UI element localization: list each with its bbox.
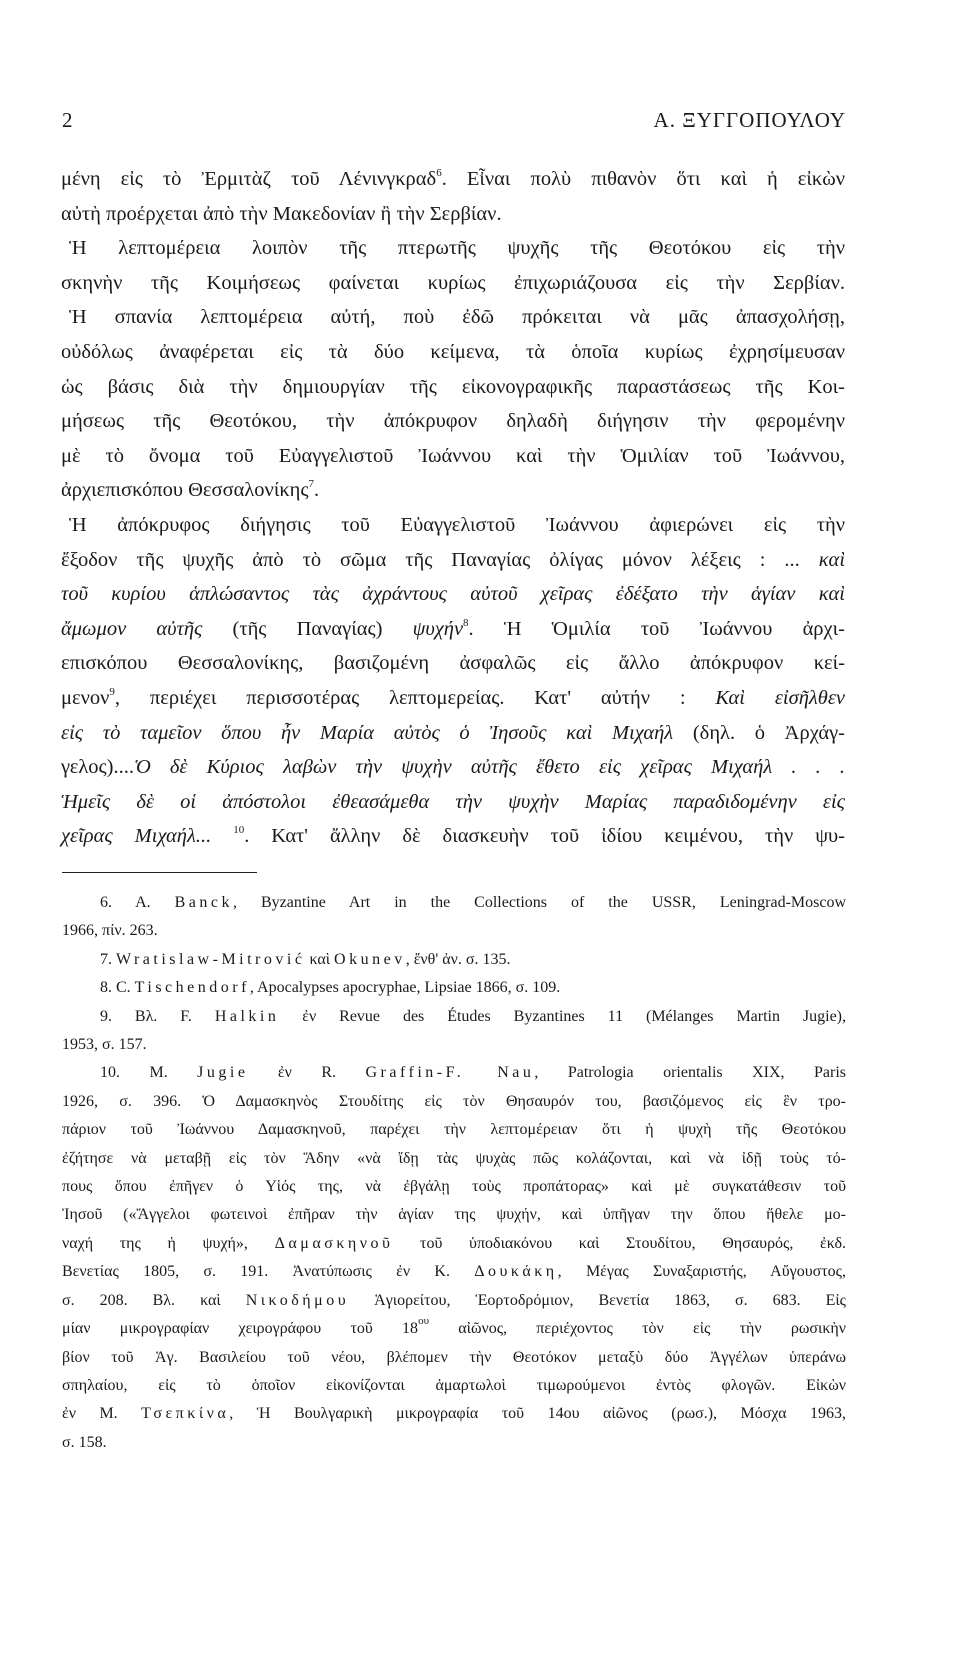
text-line: ἄμωμον αὐτῆς (τῆς Παναγίας) ψυχήν$^8$. Ἡ Ὁμιλία τοῦ Ἰωάννου ἀρχι- <box>61 616 845 640</box>
page-number: 2 <box>62 108 73 132</box>
footnote-ref: 10 <box>233 824 245 837</box>
footnote-line: Ἰησοῦ («Ἄγγελοι φωτεινοὶ ἐπῆραν τὴν ἁγίαν της ψυχήν, καὶ ὑπῆγαν την ὅπου ἤθελε μο- <box>62 1206 846 1224</box>
footnote-ref: 9 <box>109 685 115 698</box>
footnote-ref: 7 <box>308 478 315 491</box>
footnote-line: πους ὅπου ἐπῆγεν ὁ Υἱός της, νὰ ἐβγάλῃ τοὺς προπάτορας» καὶ μὲ συγκατάθεσιν τοῦ <box>62 1178 846 1196</box>
text-line: ἀρχιεπισκόπου Θεσσαλονίκης$^7$. <box>61 478 320 502</box>
text-line: ἔξοδον τῆς ψυχῆς ἀπὸ τὸ σῶμα τῆς Παναγίας ὀλίγας μόνον λέξεις : ... καὶ <box>61 548 846 571</box>
footnote-ref: 8 <box>463 616 469 629</box>
footnote-line: μίαν μικρογραφίαν χειρογράφου τοῦ $18^{o\upsilon}$ αἰῶνος, περιέχοντος τὸν εἰς τὴν ρωσικὴν <box>62 1315 846 1338</box>
footnote-line: σ. 158. <box>62 1433 107 1451</box>
text-line: χεῖρας Μιχαήλ... $^{10}$. Κατ' ἄλλην δὲ διασκευὴν τοῦ ἰδίου κειμένου, τὴν ψυ- <box>61 824 845 848</box>
footnotes <box>62 889 846 1457</box>
text-line: τοῦ κυρίου ἁπλώσαντος τὰς ἀχράντους αὐτοῦ χεῖρας ἐδέξατο τὴν ἁγίαν καὶ <box>61 583 845 606</box>
footnote-line: 1953, σ. 157. <box>62 1036 147 1054</box>
footnote-line: 1966, πίν. 263. <box>62 922 158 940</box>
text-line: Ἡ ἀπόκρυφος διήγησις τοῦ Εὐαγγελιστοῦ Ἰωάννου ἀφιερώνει εἰς τὴν <box>69 513 845 536</box>
footnote-line: σπηλαίου, εἰς τὸ ὁποῖον εἰκονίζονται ἁμαρτωλοὶ τιμωρούμενοι ἐντὸς φλογῶν. Εἰκὼν <box>62 1376 846 1394</box>
footnote-line: ναχή της ἡ ψυχή», Δαμασκηνοῦ τοῦ ὑποδιακόνου καὶ Στουδίτου, Θησαυρός, ἐκδ. <box>62 1234 847 1252</box>
footnote-9: 9. Βλ. F. Halkin ἐν Revue des Études Byzantines 11 (Mélanges Martin Jugie), <box>100 1007 847 1025</box>
footnote-6: 6. Α. Banck, Byzantine Art in the Collections of the USSR, Leningrad-Moscow <box>100 894 847 911</box>
text-line: επισκόπου Θεσσαλονίκης, βασιζομένη ἀσφαλῶς εἰς ἄλλο ἀπόκρυφον κεί- <box>61 652 845 675</box>
footnote-line: Βενετίας 1805, σ. 191. Ἀνατύπωσις ἐν Κ. Δουκάκη, Μέγας Συναξαριστής, Αὔγουστος, <box>62 1263 847 1281</box>
text-line: μένη εἰς τὸ Ἐρμιτὰζ τοῦ Λένινγκραδ$^6$. Εἶναι πολὺ πιθανὸν ὅτι καὶ ἡ εἰκὼν <box>61 167 845 190</box>
page-header <box>0 108 960 138</box>
text-line: μενον$^9$, περιέχει περισσοτέρας λεπτομερείας. Κατ' αὐτήν : Καὶ εἰσῆλθεν <box>61 685 845 709</box>
text-line: αὐτὴ προέρχεται ἀπὸ τὴν Μακεδονίαν ἢ τὴν Σερβίαν. <box>61 202 502 225</box>
footnote-line: ἐν Μ. Τσεπκίνα, Ἡ Βουλγαρικὴ μικρογραφία τοῦ 14ου αἰῶνος (ρωσ.), Μόσχα 1963, <box>62 1405 846 1423</box>
footnote-line: πάριον τοῦ Ἰωάννου Δαμασκηνοῦ, παρέχει τὴν λεπτομέρειαν ὅτι ἡ ψυχὴ τῆς Θεοτόκου <box>62 1121 846 1139</box>
text-line: γελος)....Ὁ δὲ Κύριος λαβὼν τὴν ψυχὴν αὐτῆς ἔθετο εἰς χεῖρας Μιχαήλ . . . <box>61 756 845 779</box>
footnote-line: βίον τοῦ Ἁγ. Βασιλείου τοῦ νέου, βλέπομεν τὴν Θεοτόκον μεταξὺ δύο Ἀγγέλων ὑπεράνω <box>62 1348 846 1366</box>
text-line: Ἡμεῖς δὲ οἱ ἀπόστολοι ἐθεασάμεθα τὴν ψυχὴν Μαρίας παραδιδομένην εἰς <box>61 790 845 813</box>
text-line: ὡς βάσις διὰ τὴν δημιουργίαν τῆς εἰκονογραφικῆς παραστάσεως τῆς Κοι- <box>61 375 845 398</box>
main-text <box>61 162 845 854</box>
text-line: οὐδόλως ἀναφέρεται εἰς τὰ δύο κείμενα, τὰ ὁποῖα κυρίως ἐχρησίμευσαν <box>61 340 845 363</box>
text-line: Ἡ λεπτομέρεια λοιπὸν τῆς πτερωτῆς ψυχῆς τῆς Θεοτόκου εἰς τὴν <box>69 237 845 260</box>
footnote-7: 7. Wratislaw-Mitrović καὶ Okunev, ἔνθ' ἀν. σ. 135. <box>100 950 511 968</box>
text-line: Ἡ σπανία λεπτομέρεια αὐτή, ποὺ ἐδῶ πρόκειται νὰ μᾶς ἀπασχολήσῃ, <box>69 306 845 329</box>
footnote-line: σ. 208. Βλ. καὶ Νικοδήμου Ἁγιορείτου, Ἑορτοδρόμιον, Βενετία 1863, σ. 683. Εἰς <box>62 1291 847 1309</box>
footnote-10: 10. M. Jugie ἐν R. Graffin-F. Nau, Patrologia orientalis XIX, Paris <box>100 1064 846 1082</box>
footnote-line: 1926, σ. 396. Ὁ Δαμασκηνὸς Στουδίτης εἰς τὸν Θησαυρόν του, βασιζόμενος εἰς ἓν τρο- <box>62 1092 846 1110</box>
text-line: μήσεως τῆς Θεοτόκου, τὴν ἀπόκρυφον δηλαδὴ διήγησιν τὴν φερομένην <box>61 410 845 433</box>
footnote-ref: 6 <box>436 167 442 179</box>
footnote-8: 8. C. Tischendorf, Apocalypses apocryphae, Lipsiae 1866, σ. 109. <box>100 979 561 997</box>
footnote-divider <box>62 872 257 873</box>
footnote-line: ἐζήτησε νὰ μεταβῇ εἰς τὸν Ἅδην «νὰ ἴδῃ τὰς ψυχὰς πῶς κολάζονται, καὶ νὰ ἰδῇ τοὺς τό- <box>62 1149 846 1167</box>
text-line: εἰς τὸ ταμεῖον ὅπου ἦν Μαρία αὐτὸς ὁ Ἰησοῦς καὶ Μιχαήλ (δηλ. ὁ Ἀρχάγ- <box>61 721 845 744</box>
text-line: μὲ τὸ ὄνομα τοῦ Εὐαγγελιστοῦ Ἰωάννου καὶ τὴν Ὁμιλίαν τοῦ Ἰωάννου, <box>61 444 845 467</box>
text-line: σκηνὴν τῆς Κοιμήσεως φαίνεται κυρίως ἐπιχωριάζουσα εἰς τὴν Σερβίαν. <box>61 271 845 294</box>
running-head: Α. ΞΥΓΓΟΠΟΥΛΟΥ <box>653 108 846 132</box>
